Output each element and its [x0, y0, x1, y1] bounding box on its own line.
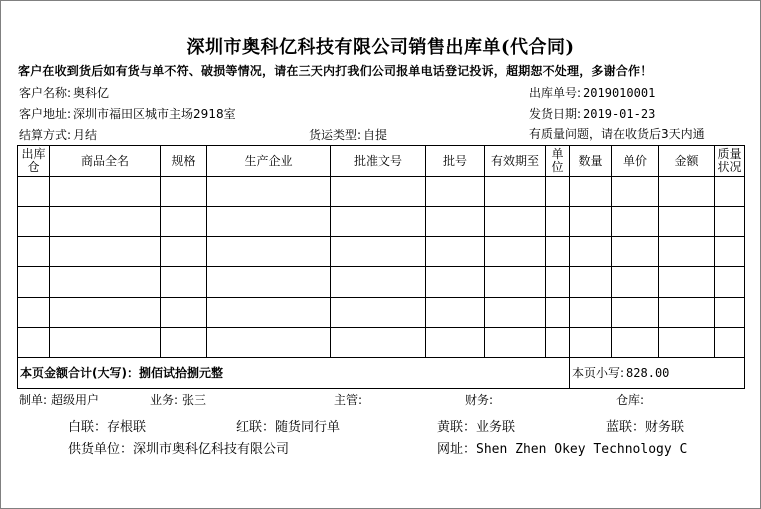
white-copy: 白联：存根联: [68, 420, 147, 435]
settlement-row: [19, 126, 97, 143]
sales-person: 张三: [182, 393, 207, 407]
col-quality: 质量状况: [715, 146, 745, 177]
yellow-copy: 黄联：业务联: [437, 420, 516, 435]
customer-address-label: 客户地址:: [19, 107, 72, 121]
document-title: 深圳市奥科亿科技有限公司销售出库单(代合同): [186, 37, 575, 58]
website-label: 网址：: [437, 442, 477, 456]
customer-name-row: [19, 84, 109, 101]
settlement-label: 结算方式:: [19, 128, 72, 142]
col-approval-no: 批准文号: [331, 146, 426, 177]
col-product-name: 商品全名: [50, 146, 161, 177]
col-amount: 金额: [659, 146, 715, 177]
website: Shen Zhen Okey Technology C: [476, 442, 688, 456]
table-row: [18, 267, 745, 297]
items-table: [17, 145, 745, 389]
table-row: [18, 207, 745, 237]
customer-address-row: [19, 105, 236, 122]
subtotal-label: 本页小写:: [572, 366, 625, 381]
shipping-row: [309, 126, 387, 143]
col-warehouse: 出库仓: [18, 146, 50, 177]
total-words: 捌佰试拾捌元整: [138, 366, 223, 381]
order-no-label: 出库单号:: [529, 86, 582, 100]
customer-address: 深圳市福田区城市主场2918室: [73, 107, 236, 121]
subtotal-amount: 828.00: [626, 366, 670, 381]
table-row: [18, 177, 745, 207]
total-words-label: 本页金额合计(大写)：: [20, 366, 139, 381]
total-row: [18, 357, 745, 388]
shipping-label: 货运类型:: [309, 128, 362, 142]
order-no: 2019010001: [583, 86, 656, 100]
ship-date-row: [529, 105, 655, 122]
col-expiry: 有效期至: [485, 146, 546, 177]
settlement-method: 月结: [73, 128, 98, 142]
supplier-name: 深圳市奥科亿科技有限公司: [133, 442, 290, 457]
customer-name-label: 客户名称:: [19, 86, 72, 100]
supervisor-label: 主管:: [334, 393, 363, 407]
shipping-type: 自提: [363, 128, 388, 142]
quality-note: 有质量问题，请在收货后3天内通: [529, 127, 705, 141]
quality-note-box: [529, 125, 744, 143]
supplier-row: [68, 438, 289, 457]
table-row: [18, 327, 745, 357]
table-header-row: [18, 146, 745, 177]
customer-notice: 客户在收到货后如有货与单不符、破损等情况，请在三天内打我们公司报单电话登记投诉，超期恕不处理，多谢合作！: [18, 64, 653, 78]
maker: 超级用户: [51, 393, 100, 407]
website-row: [437, 438, 737, 456]
warehouse-label: 仓库:: [616, 393, 645, 407]
ship-date: 2019-01-23: [583, 107, 656, 121]
blue-copy: 蓝联：财务联: [606, 420, 685, 435]
red-copy: 红联：随货同行单: [236, 420, 341, 435]
total-words-cell: [18, 357, 570, 388]
ship-date-label: 发货日期:: [529, 107, 582, 121]
sales-label: 业务:: [150, 393, 179, 407]
table-row: [18, 297, 745, 327]
col-unit-price: 单价: [612, 146, 659, 177]
finance-label: 财务:: [465, 393, 494, 407]
maker-row: [19, 391, 99, 408]
subtotal-cell: [570, 357, 745, 388]
customer-name: 奥科亿: [73, 86, 110, 100]
sales-row: [150, 391, 206, 408]
supplier-label: 供货单位：: [68, 442, 134, 457]
col-quantity: 数量: [570, 146, 612, 177]
col-unit: 单位: [546, 146, 570, 177]
col-batch-no: 批号: [426, 146, 485, 177]
table-row: [18, 237, 745, 267]
maker-label: 制单:: [19, 393, 48, 407]
col-spec: 规格: [161, 146, 207, 177]
col-manufacturer: 生产企业: [207, 146, 331, 177]
order-no-row: [529, 84, 655, 101]
